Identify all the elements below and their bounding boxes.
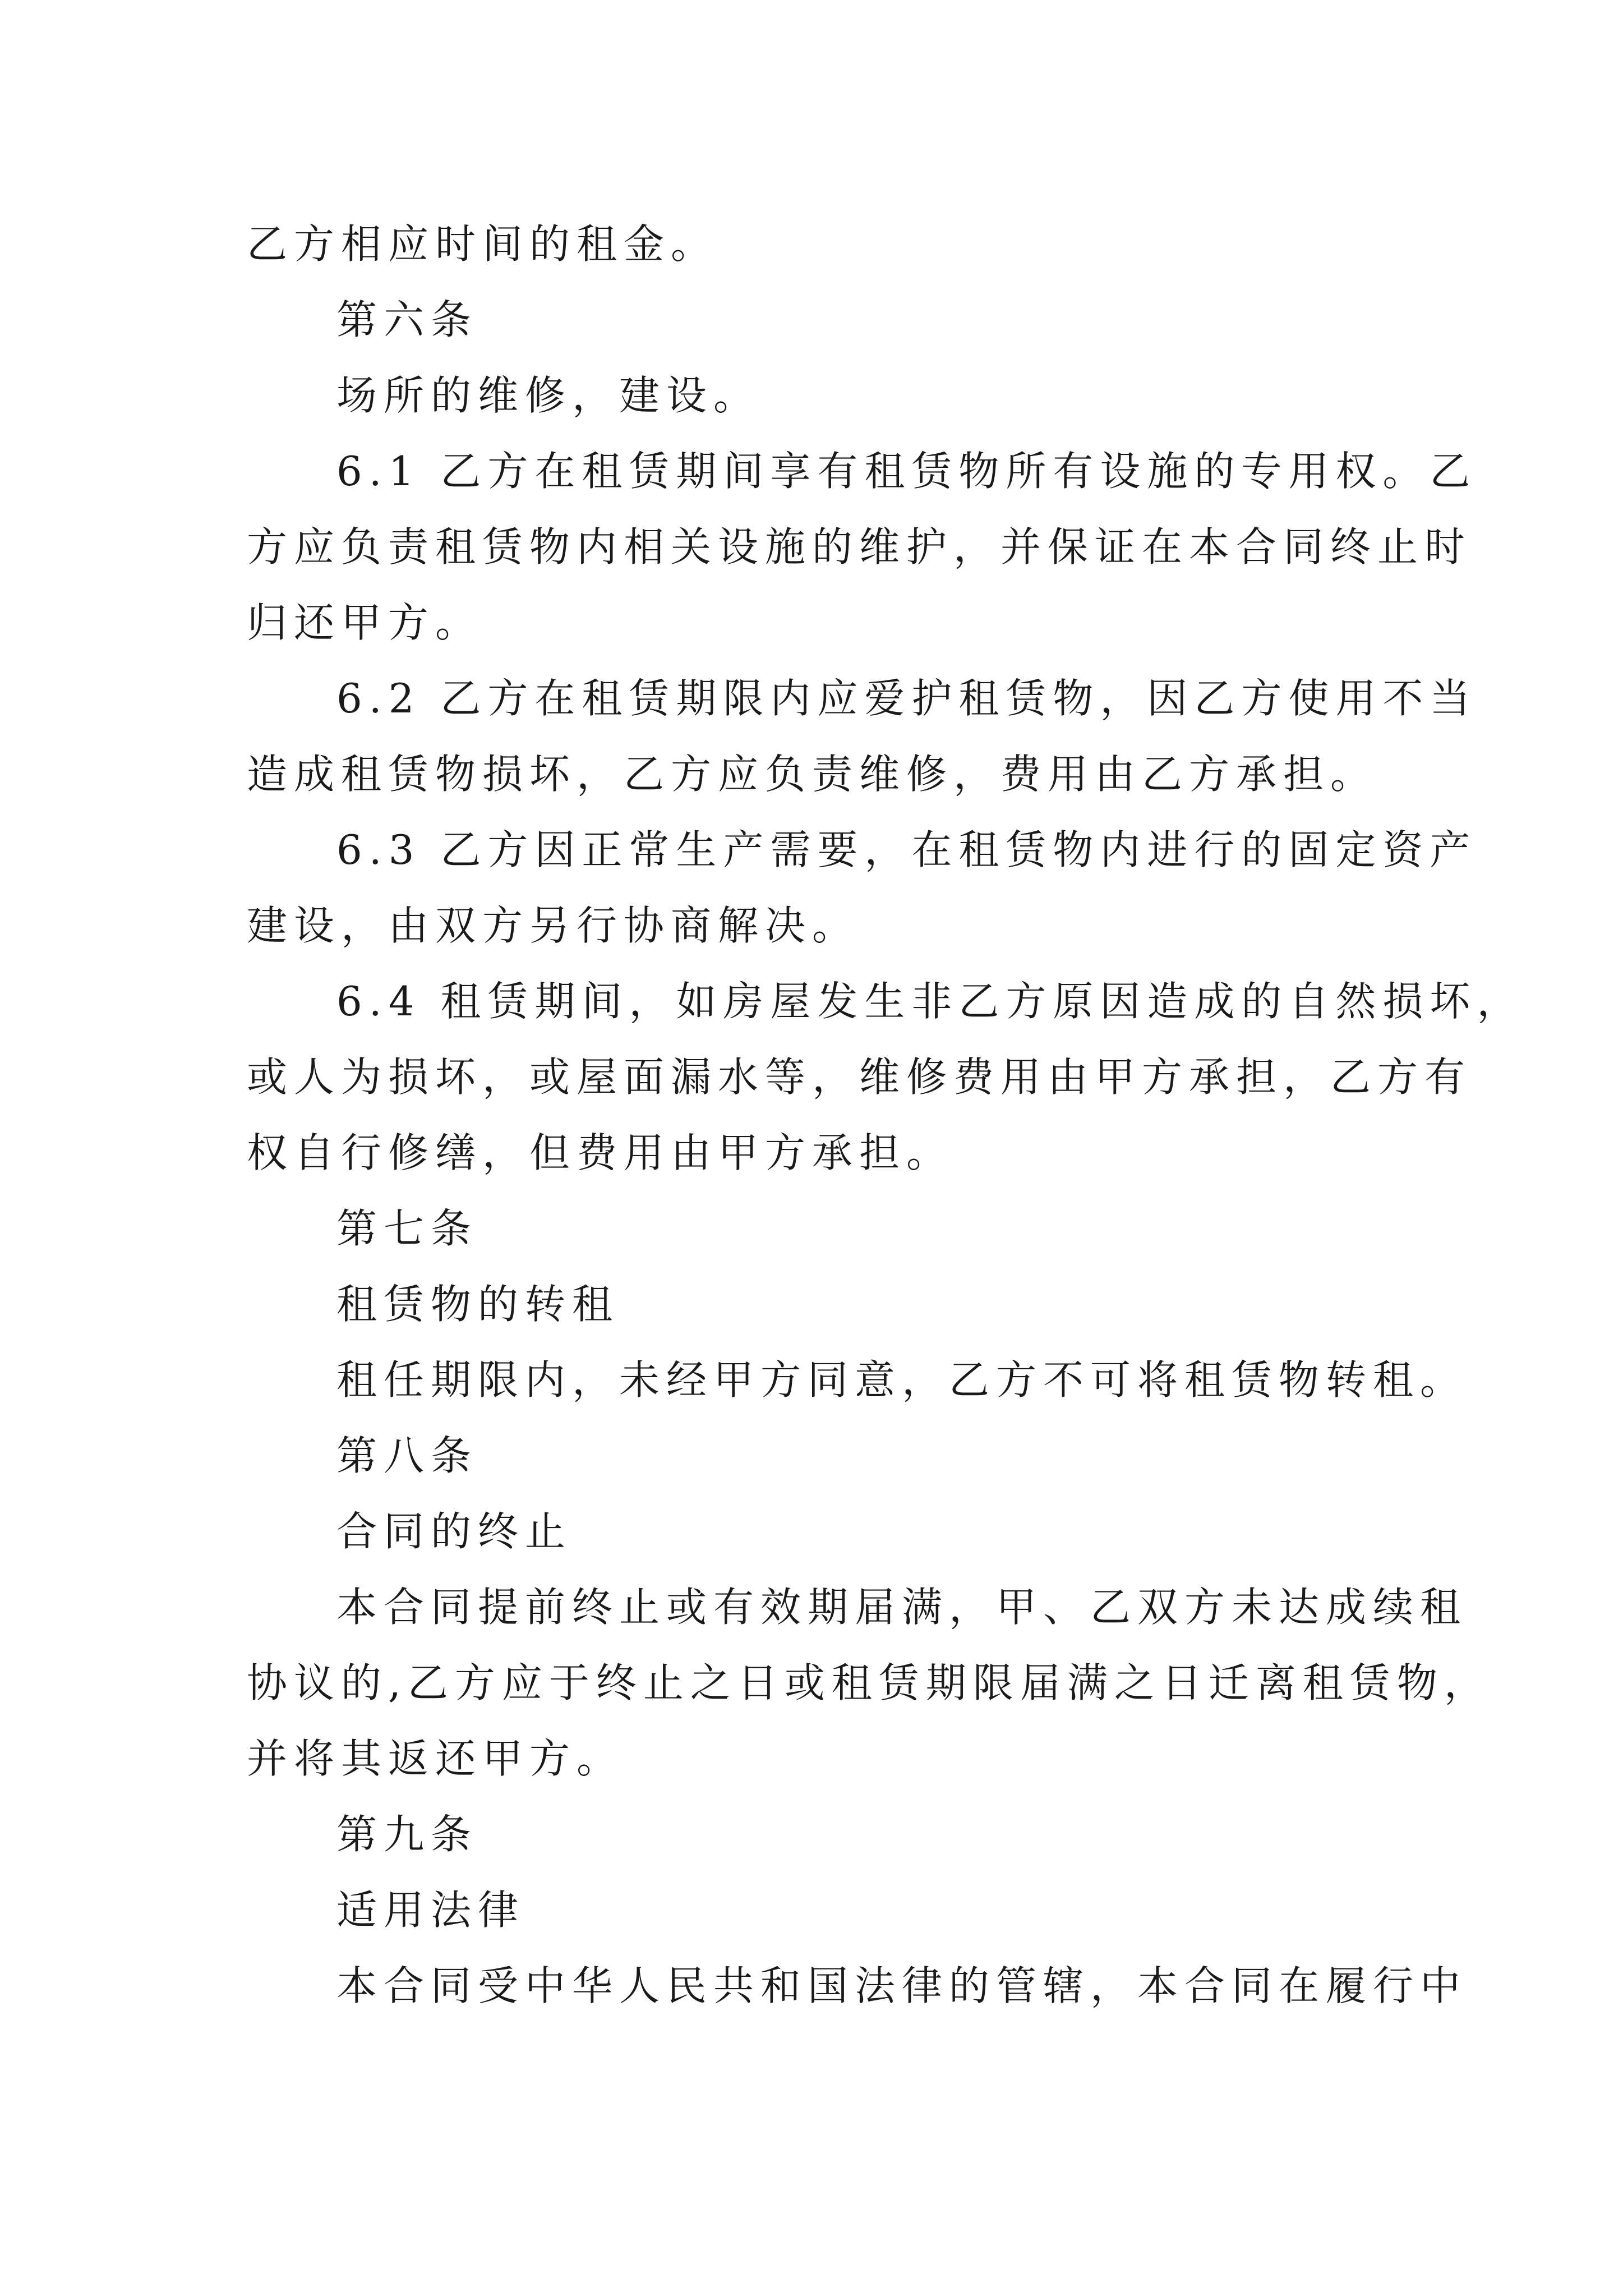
clause-6-1-line-1: 6.1 乙方在租赁期间享有租赁物所有设施的专用权。乙 xyxy=(336,448,1477,495)
article-8-body-line-2: 协议的,乙方应于终止之日或租赁期限届满之日迁离租赁物， xyxy=(247,1659,1491,1706)
article-7-heading: 第七条 xyxy=(336,1205,478,1252)
article-6-heading: 第六条 xyxy=(336,296,478,343)
clause-6-2-line-2: 造成租赁物损坏，乙方应负责维修，费用由乙方承担。 xyxy=(247,751,1378,798)
clause-6-3-line-2: 建设，由双方另行协商解决。 xyxy=(247,902,860,949)
article-8-title: 合同的终止 xyxy=(336,1508,573,1555)
clause-6-1-line-2: 方应负责租赁物内相关设施的维护，并保证在本合同终止时 xyxy=(247,523,1472,570)
article-8-body-line-3: 并将其返还甲方。 xyxy=(247,1735,624,1782)
article-9-body-line-1: 本合同受中华人民共和国法律的管辖，本合同在履行中 xyxy=(336,1962,1468,2009)
article-9-heading: 第九条 xyxy=(336,1811,478,1858)
article-7-body: 租任期限内，未经甲方同意，乙方不可将租赁物转租。 xyxy=(336,1356,1468,1404)
article-9-title: 适用法律 xyxy=(336,1887,525,1934)
clause-6-4-line-2: 或人为损坏，或屋面漏水等，维修费用由甲方承担，乙方有 xyxy=(247,1053,1472,1101)
clause-6-2-line-1: 6.2 乙方在租赁期限内应爱护租赁物，因乙方使用不当 xyxy=(336,675,1477,722)
clause-6-4-line-3: 权自行修缮，但费用由甲方承担。 xyxy=(247,1129,954,1176)
article-8-body-line-1: 本合同提前终止或有效期届满，甲、乙双方未达成续租 xyxy=(336,1584,1468,1631)
clause-6-3-line-1: 6.3 乙方因正常生产需要，在租赁物内进行的固定资产 xyxy=(336,826,1477,873)
clause-6-1-line-3: 归还甲方。 xyxy=(247,599,483,646)
article-7-title: 租赁物的转租 xyxy=(336,1281,620,1328)
article-8-heading: 第八条 xyxy=(336,1432,478,1479)
clause-6-4-line-1: 6.4 租赁期间，如房屋发生非乙方原因造成的自然损坏， xyxy=(336,978,1524,1025)
text-line-1: 乙方相应时间的租金。 xyxy=(247,220,718,268)
article-6-title: 场所的维修，建设。 xyxy=(336,372,761,419)
